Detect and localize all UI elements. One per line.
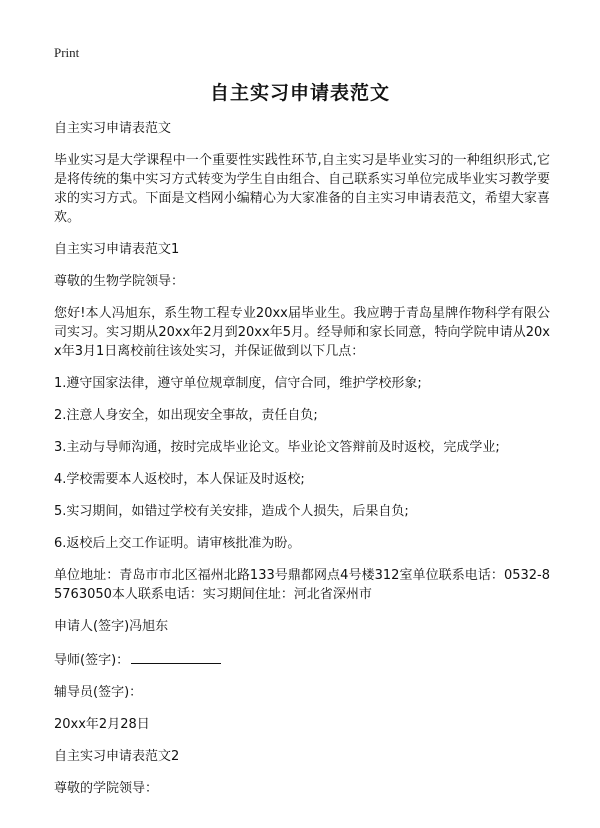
list-item-6: 6.返校后上交工作证明。请审核批准为盼。 (54, 536, 301, 551)
section-heading-1: 自主实习申请表范文1 (54, 242, 180, 257)
list-item-4: 4.学校需要本人返校时，本人保证及时返校; (54, 472, 305, 487)
document-body (54, 119, 550, 811)
intro-paragraph: 毕业实习是大学课程中一个重要性实践性环节,自主实习是毕业实习的一种组织形式,它是将传统的集中实习方式转变为学生自由组合、自己联系实习单位完成毕业实习教学要求的实习方式。下面是文档网小编精心为大家准备的自主实习申请表范文，希望大家喜欢。 (54, 153, 550, 225)
salutation-1: 尊敬的生物学院领导： (54, 274, 185, 289)
address-paragraph: 单位地址：青岛市市北区福州北路133号鼎都网点4号楼312室单位联系电话：0532-85763050本人联系电话：实习期间住址：河北省深州市 (54, 568, 550, 602)
salutation-2: 尊敬的学院领导： (54, 781, 159, 796)
subtitle-paragraph: 自主实习申请表范文 (54, 121, 172, 136)
counselor-signature: 辅导员(签字)： (54, 685, 143, 700)
list-item-3: 3.主动与导师沟通，按时完成毕业论文。毕业论文答辩前及时返校，完成学业; (54, 440, 500, 455)
signature-line (131, 649, 221, 664)
section-heading-2: 自主实习申请表范文2 (54, 749, 180, 764)
applicant-signature: 申请人(签字)冯旭东 (54, 619, 169, 634)
list-item-5: 5.实习期间，如错过学校有关安排，造成个人损失，后果自负; (54, 504, 409, 519)
print-link[interactable]: Print (54, 45, 80, 60)
date-line: 20xx年2月28日 (54, 717, 150, 732)
page-title: 自主实习申请表范文 (209, 82, 390, 104)
list-item-2: 2.注意人身安全，如出现安全事故，责任自负; (54, 408, 318, 423)
advisor-signature (54, 649, 550, 670)
list-item-1: 1.遵守国家法律，遵守单位规章制度，信守合同，维护学校形象; (54, 376, 422, 391)
advisor-signature-label: 导师(签字)： (54, 653, 130, 668)
body-paragraph-1: 您好!本人冯旭东，系生物工程专业20xx届毕业生。我应聘于青岛星牌作物科学有限公司实习。实习期从20xx年2月到20xx年5月。经导师和家长同意，特向学院申请从20xx年3月1日离校前往该处实习，并保证做到以下几点： (54, 306, 550, 359)
